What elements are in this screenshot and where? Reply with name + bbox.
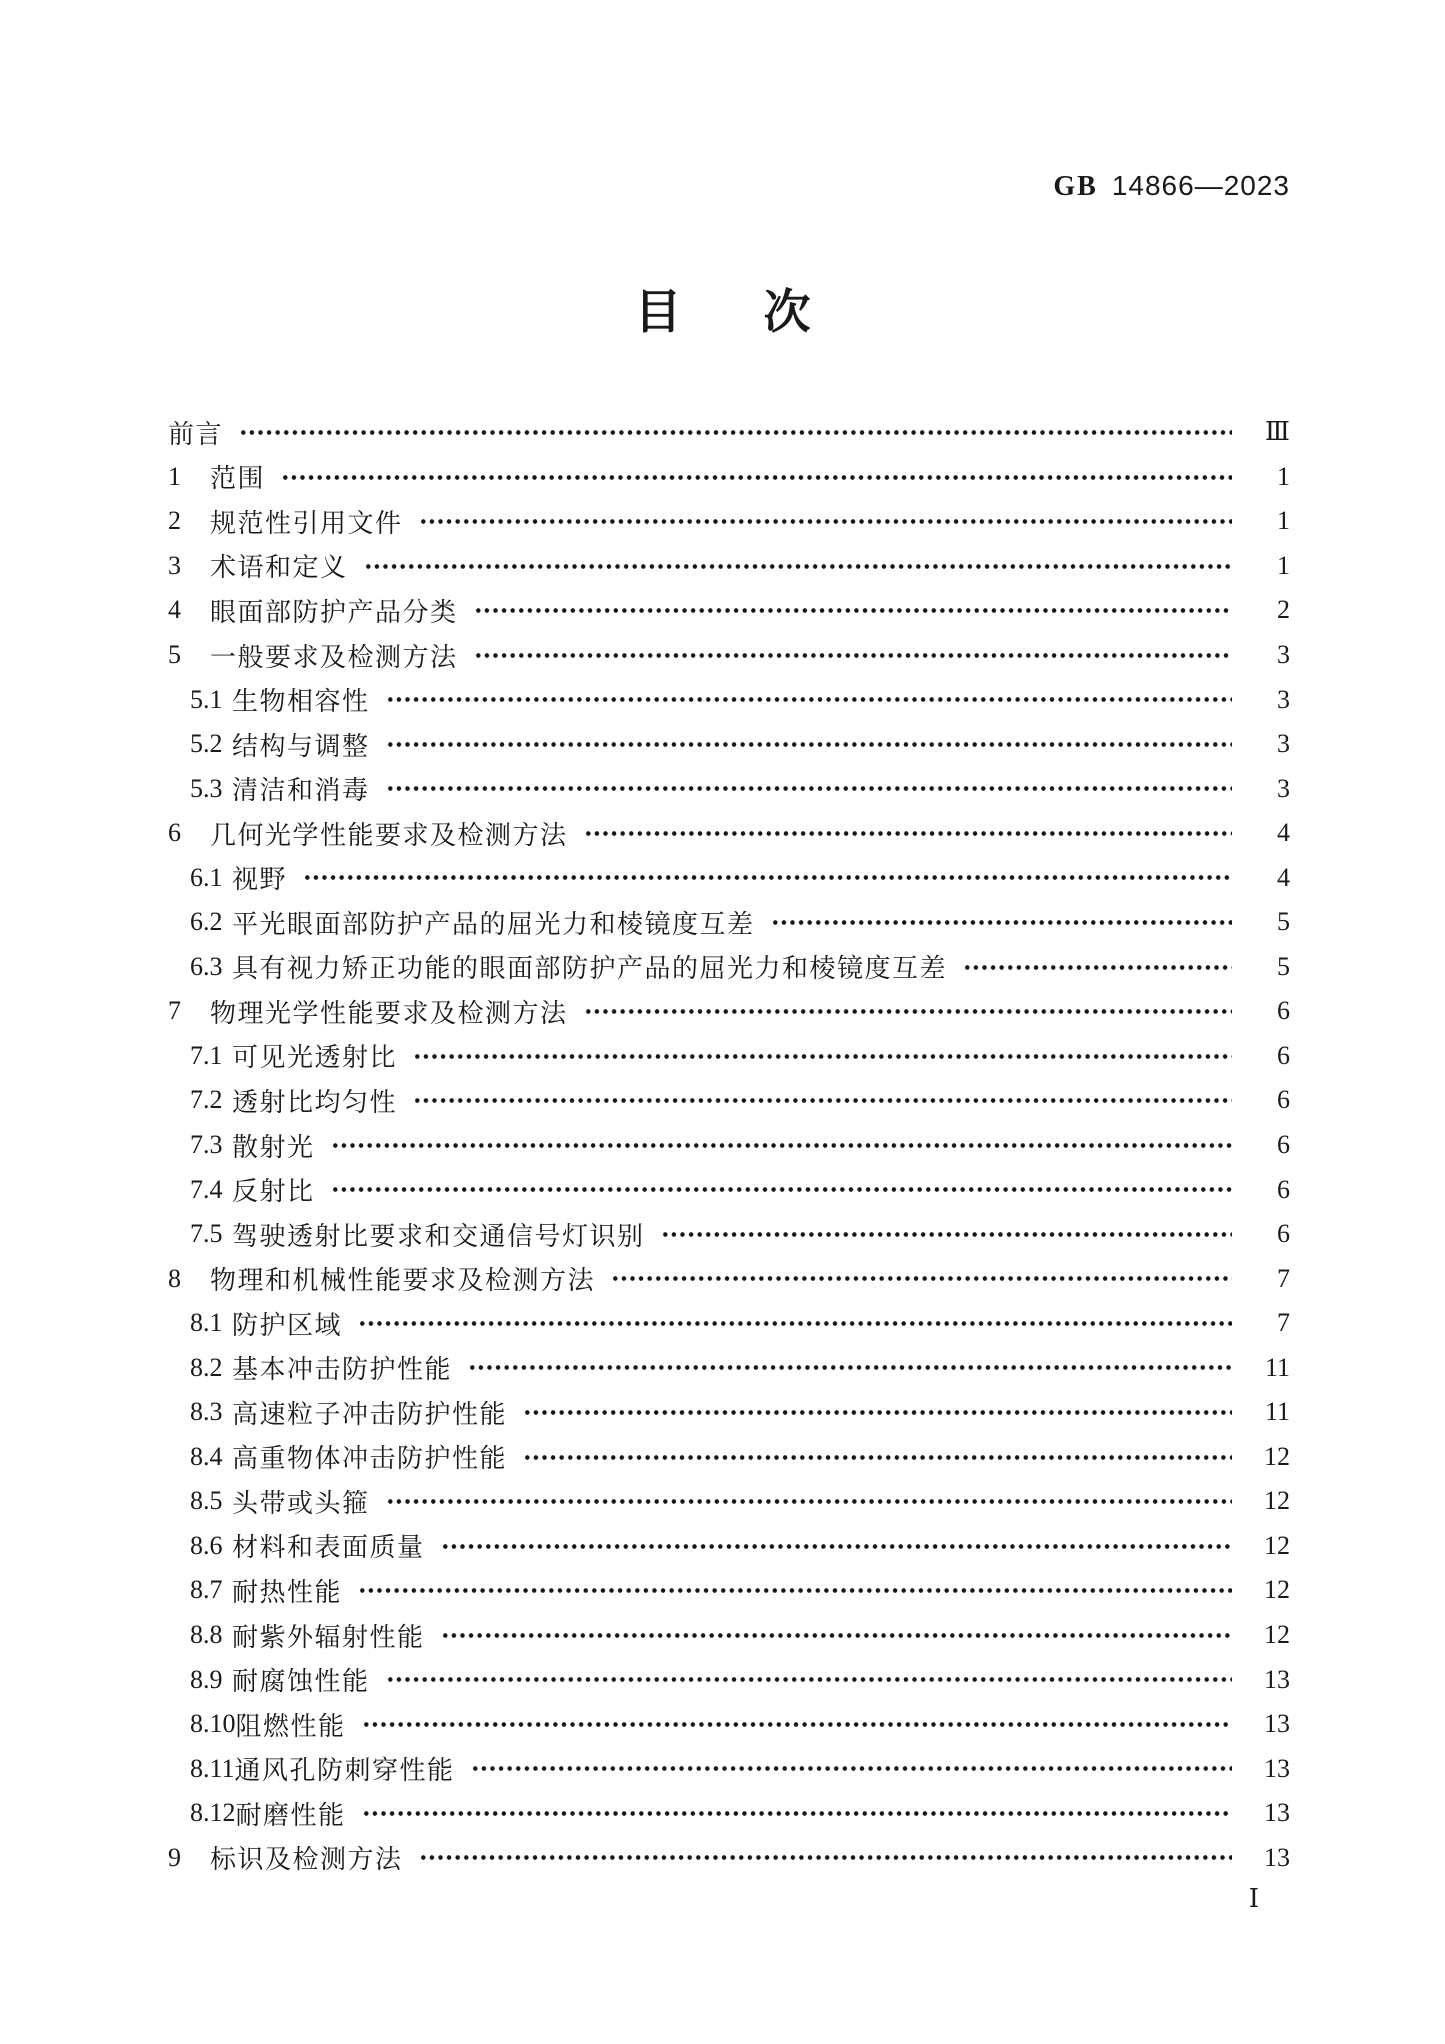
toc-row	[168, 1479, 1290, 1524]
dot-leader	[281, 455, 1232, 500]
toc-entry-label: 结构与调整	[232, 731, 370, 761]
dot-leader	[419, 1836, 1232, 1881]
toc-entry-number: 5	[168, 640, 181, 669]
dot-leader	[386, 677, 1232, 722]
toc-entry-number: 8.11	[190, 1753, 235, 1783]
toc-row	[168, 410, 1290, 455]
toc-entry-label: 防护区域	[232, 1310, 343, 1340]
toc-entry-label: 物理光学性能要求及检测方法	[210, 998, 568, 1028]
toc-entry-number: 5.1	[190, 684, 223, 714]
dot-leader	[441, 1524, 1232, 1569]
dot-leader	[584, 811, 1232, 856]
toc-row	[168, 900, 1290, 945]
toc-row	[168, 455, 1290, 500]
doc-reference	[1053, 170, 1290, 203]
toc-entry-page: 11	[1264, 1397, 1290, 1427]
dot-leader	[362, 1791, 1232, 1836]
toc-entry-number: 3	[168, 550, 181, 580]
toc-entry-number: 2	[168, 506, 181, 536]
toc-entry-page: 5	[1277, 907, 1290, 937]
toc-entry-number: 1	[168, 461, 181, 491]
toc-row	[168, 1034, 1290, 1079]
toc-row	[168, 722, 1290, 767]
dot-leader	[468, 1345, 1232, 1390]
toc-entry-number: 7.4	[190, 1174, 223, 1204]
toc-entry-page: 6	[1277, 996, 1290, 1026]
dot-leader	[358, 1301, 1232, 1346]
dot-leader	[331, 1167, 1232, 1212]
toc-entry-label: 视野	[232, 865, 288, 895]
toc-row	[168, 1167, 1290, 1212]
toc-entry-number: 8.5	[190, 1486, 223, 1516]
toc-entry-label: 前言	[168, 419, 224, 449]
dot-leader	[303, 855, 1232, 900]
toc-entry-label: 术语和定义	[210, 553, 348, 583]
toc-entry-page: 12	[1264, 1620, 1290, 1650]
dot-leader	[358, 1568, 1232, 1613]
toc-row	[168, 1301, 1290, 1346]
toc-entry-label: 阻燃性能	[235, 1711, 346, 1741]
toc-entry-label: 清洁和消毒	[232, 776, 370, 806]
toc-entry-label: 一般要求及检测方法	[210, 642, 458, 672]
page-title-char-second: 次	[763, 287, 811, 339]
dot-leader	[386, 766, 1232, 811]
dot-leader	[362, 1702, 1232, 1747]
toc-row	[168, 1123, 1290, 1168]
toc-entry-label: 耐腐蚀性能	[232, 1667, 370, 1697]
toc-row	[168, 1212, 1290, 1257]
toc-entry-page: 6	[1277, 1130, 1290, 1160]
toc-entry-number: 4	[168, 595, 181, 625]
toc-entry-label: 通风孔防刺穿性能	[234, 1756, 455, 1786]
toc-entry-label: 眼面部防护产品分类	[210, 597, 458, 627]
toc-row	[168, 945, 1290, 990]
toc-entry-page: 13	[1264, 1753, 1290, 1783]
toc-entry-page: 6	[1277, 1219, 1290, 1249]
dot-leader	[471, 1746, 1232, 1791]
toc-entry-label: 耐磨性能	[235, 1800, 346, 1830]
dot-leader	[661, 1212, 1232, 1257]
toc-row	[168, 588, 1290, 633]
dot-leader	[386, 1657, 1232, 1702]
toc-entry-label: 具有视力矫正功能的眼面部防护产品的屈光力和棱镜度互差	[232, 954, 948, 984]
toc-row	[168, 1791, 1290, 1836]
toc-entry-number: 8.7	[190, 1575, 223, 1605]
dot-leader	[419, 499, 1232, 544]
toc-entry-page: 2	[1277, 595, 1290, 625]
toc-entry-label: 规范性引用文件	[210, 508, 403, 538]
toc-row	[168, 1078, 1290, 1123]
toc-entry-label: 头带或头箍	[232, 1488, 370, 1518]
toc-entry-number: 9	[168, 1842, 181, 1872]
toc-entry-label: 平光眼面部防护产品的屈光力和棱镜度互差	[232, 909, 755, 939]
toc-entry-number: 8.10	[190, 1709, 236, 1739]
dot-leader	[771, 900, 1232, 945]
toc-entry-page: Ⅲ	[1264, 417, 1290, 447]
toc-row	[168, 855, 1290, 900]
footer-page-number: Ⅰ	[1248, 1884, 1259, 1913]
toc-entry-number: 8.4	[190, 1441, 223, 1471]
dot-leader	[523, 1435, 1232, 1480]
toc-entry-label: 标识及检测方法	[210, 1845, 403, 1875]
dot-leader	[963, 945, 1232, 990]
toc-entry-page: 1	[1277, 506, 1290, 536]
toc-row	[168, 1836, 1290, 1881]
toc-entry-number: 7.1	[190, 1040, 223, 1070]
toc-entry-label: 生物相容性	[232, 687, 370, 717]
toc-entry-number: 8.1	[190, 1308, 223, 1338]
toc-row	[168, 677, 1290, 722]
toc-entry-label: 驾驶透射比要求和交通信号灯识别	[232, 1221, 645, 1251]
toc-entry-page: 12	[1264, 1486, 1290, 1516]
toc-entry-number: 7.2	[190, 1085, 223, 1115]
toc-row	[168, 1390, 1290, 1435]
toc-row	[168, 1657, 1290, 1702]
dot-leader	[523, 1390, 1232, 1435]
toc-row	[168, 1613, 1290, 1658]
toc-row	[168, 544, 1290, 589]
toc-entry-number: 6.2	[190, 907, 223, 937]
toc-row	[168, 1746, 1290, 1791]
dot-leader	[441, 1613, 1232, 1658]
toc-entry-page: 11	[1264, 1352, 1290, 1382]
toc-entry-number: 7	[168, 996, 181, 1026]
toc-entry-page: 13	[1264, 1798, 1290, 1828]
toc-entry-number: 8.3	[190, 1397, 223, 1427]
toc-row	[168, 766, 1290, 811]
toc-row	[168, 499, 1290, 544]
toc-entry-label: 耐热性能	[232, 1577, 343, 1607]
toc-entry-page: 6	[1277, 1085, 1290, 1115]
toc-row	[168, 1435, 1290, 1480]
toc-entry-label: 材料和表面质量	[232, 1533, 425, 1563]
toc-entry-number: 8.6	[190, 1530, 223, 1560]
toc-entry-number: 5.3	[190, 773, 223, 803]
toc-entry-number: 6	[168, 818, 181, 848]
toc-entry-label: 反射比	[232, 1177, 315, 1207]
toc-entry-page: 13	[1264, 1709, 1290, 1739]
toc-entry-label: 几何光学性能要求及检测方法	[210, 820, 568, 850]
toc-entry-page: 3	[1277, 640, 1290, 669]
toc-entry-number: 8.9	[190, 1664, 223, 1694]
toc-row	[168, 1524, 1290, 1569]
toc-entry-label: 基本冲击防护性能	[232, 1355, 453, 1385]
page-title	[0, 288, 1445, 340]
toc-entry-label: 耐紫外辐射性能	[232, 1622, 425, 1652]
toc-entry-number: 5.2	[190, 729, 223, 759]
toc-entry-page: 13	[1264, 1842, 1290, 1872]
dot-leader	[413, 1034, 1232, 1079]
toc-entry-page: 6	[1277, 1174, 1290, 1204]
table-of-contents	[168, 410, 1290, 1880]
toc-entry-label: 范围	[210, 464, 266, 494]
toc-entry-page: 7	[1277, 1308, 1290, 1338]
toc-entry-page: 4	[1277, 862, 1290, 892]
dot-leader	[584, 989, 1232, 1034]
doc-number-label: 14866—2023	[1111, 170, 1290, 201]
toc-entry-number: 7.5	[190, 1219, 223, 1249]
toc-row	[168, 1702, 1290, 1747]
toc-entry-page: 6	[1277, 1040, 1290, 1070]
dot-leader	[474, 633, 1232, 678]
toc-entry-page: 3	[1277, 773, 1290, 803]
toc-entry-label: 物理和机械性能要求及检测方法	[210, 1266, 596, 1296]
toc-entry-number: 7.3	[190, 1130, 223, 1160]
toc-entry-label: 散射光	[232, 1132, 315, 1162]
toc-entry-label: 高重物体冲击防护性能	[232, 1444, 508, 1474]
toc-entry-label: 高速粒子冲击防护性能	[232, 1399, 508, 1429]
page-title-char-first: 目	[634, 287, 682, 339]
dot-leader	[364, 544, 1232, 589]
toc-entry-page: 7	[1277, 1263, 1290, 1293]
toc-entry-number: 8.12	[190, 1798, 236, 1828]
toc-entry-number: 8	[168, 1263, 181, 1293]
toc-entry-page: 3	[1277, 729, 1290, 759]
toc-entry-page: 5	[1277, 951, 1290, 981]
doc-code-label: GB	[1053, 171, 1098, 202]
dot-leader	[239, 410, 1232, 455]
dot-leader	[611, 1256, 1232, 1301]
toc-row	[168, 1568, 1290, 1613]
toc-row	[168, 633, 1290, 678]
toc-entry-page: 12	[1264, 1441, 1290, 1471]
toc-entry-number: 8.2	[190, 1352, 223, 1382]
toc-entry-label: 透射比均匀性	[232, 1087, 398, 1117]
toc-entry-number: 8.8	[190, 1620, 223, 1650]
dot-leader	[413, 1078, 1232, 1123]
toc-entry-page: 4	[1277, 818, 1290, 848]
dot-leader	[386, 722, 1232, 767]
toc-row	[168, 989, 1290, 1034]
toc-row	[168, 1256, 1290, 1301]
toc-entry-page: 3	[1277, 684, 1290, 714]
toc-row	[168, 1345, 1290, 1390]
toc-entry-number: 6.1	[190, 862, 223, 892]
dot-leader	[474, 588, 1232, 633]
dot-leader	[386, 1479, 1232, 1524]
toc-entry-page: 1	[1277, 550, 1290, 580]
toc-entry-page: 1	[1277, 461, 1290, 491]
toc-entry-page: 12	[1264, 1575, 1290, 1605]
dot-leader	[331, 1123, 1232, 1168]
toc-entry-page: 13	[1264, 1664, 1290, 1694]
toc-entry-number: 6.3	[190, 951, 223, 981]
toc-row	[168, 811, 1290, 856]
toc-entry-page: 12	[1264, 1530, 1290, 1560]
toc-entry-label: 可见光透射比	[232, 1043, 398, 1073]
